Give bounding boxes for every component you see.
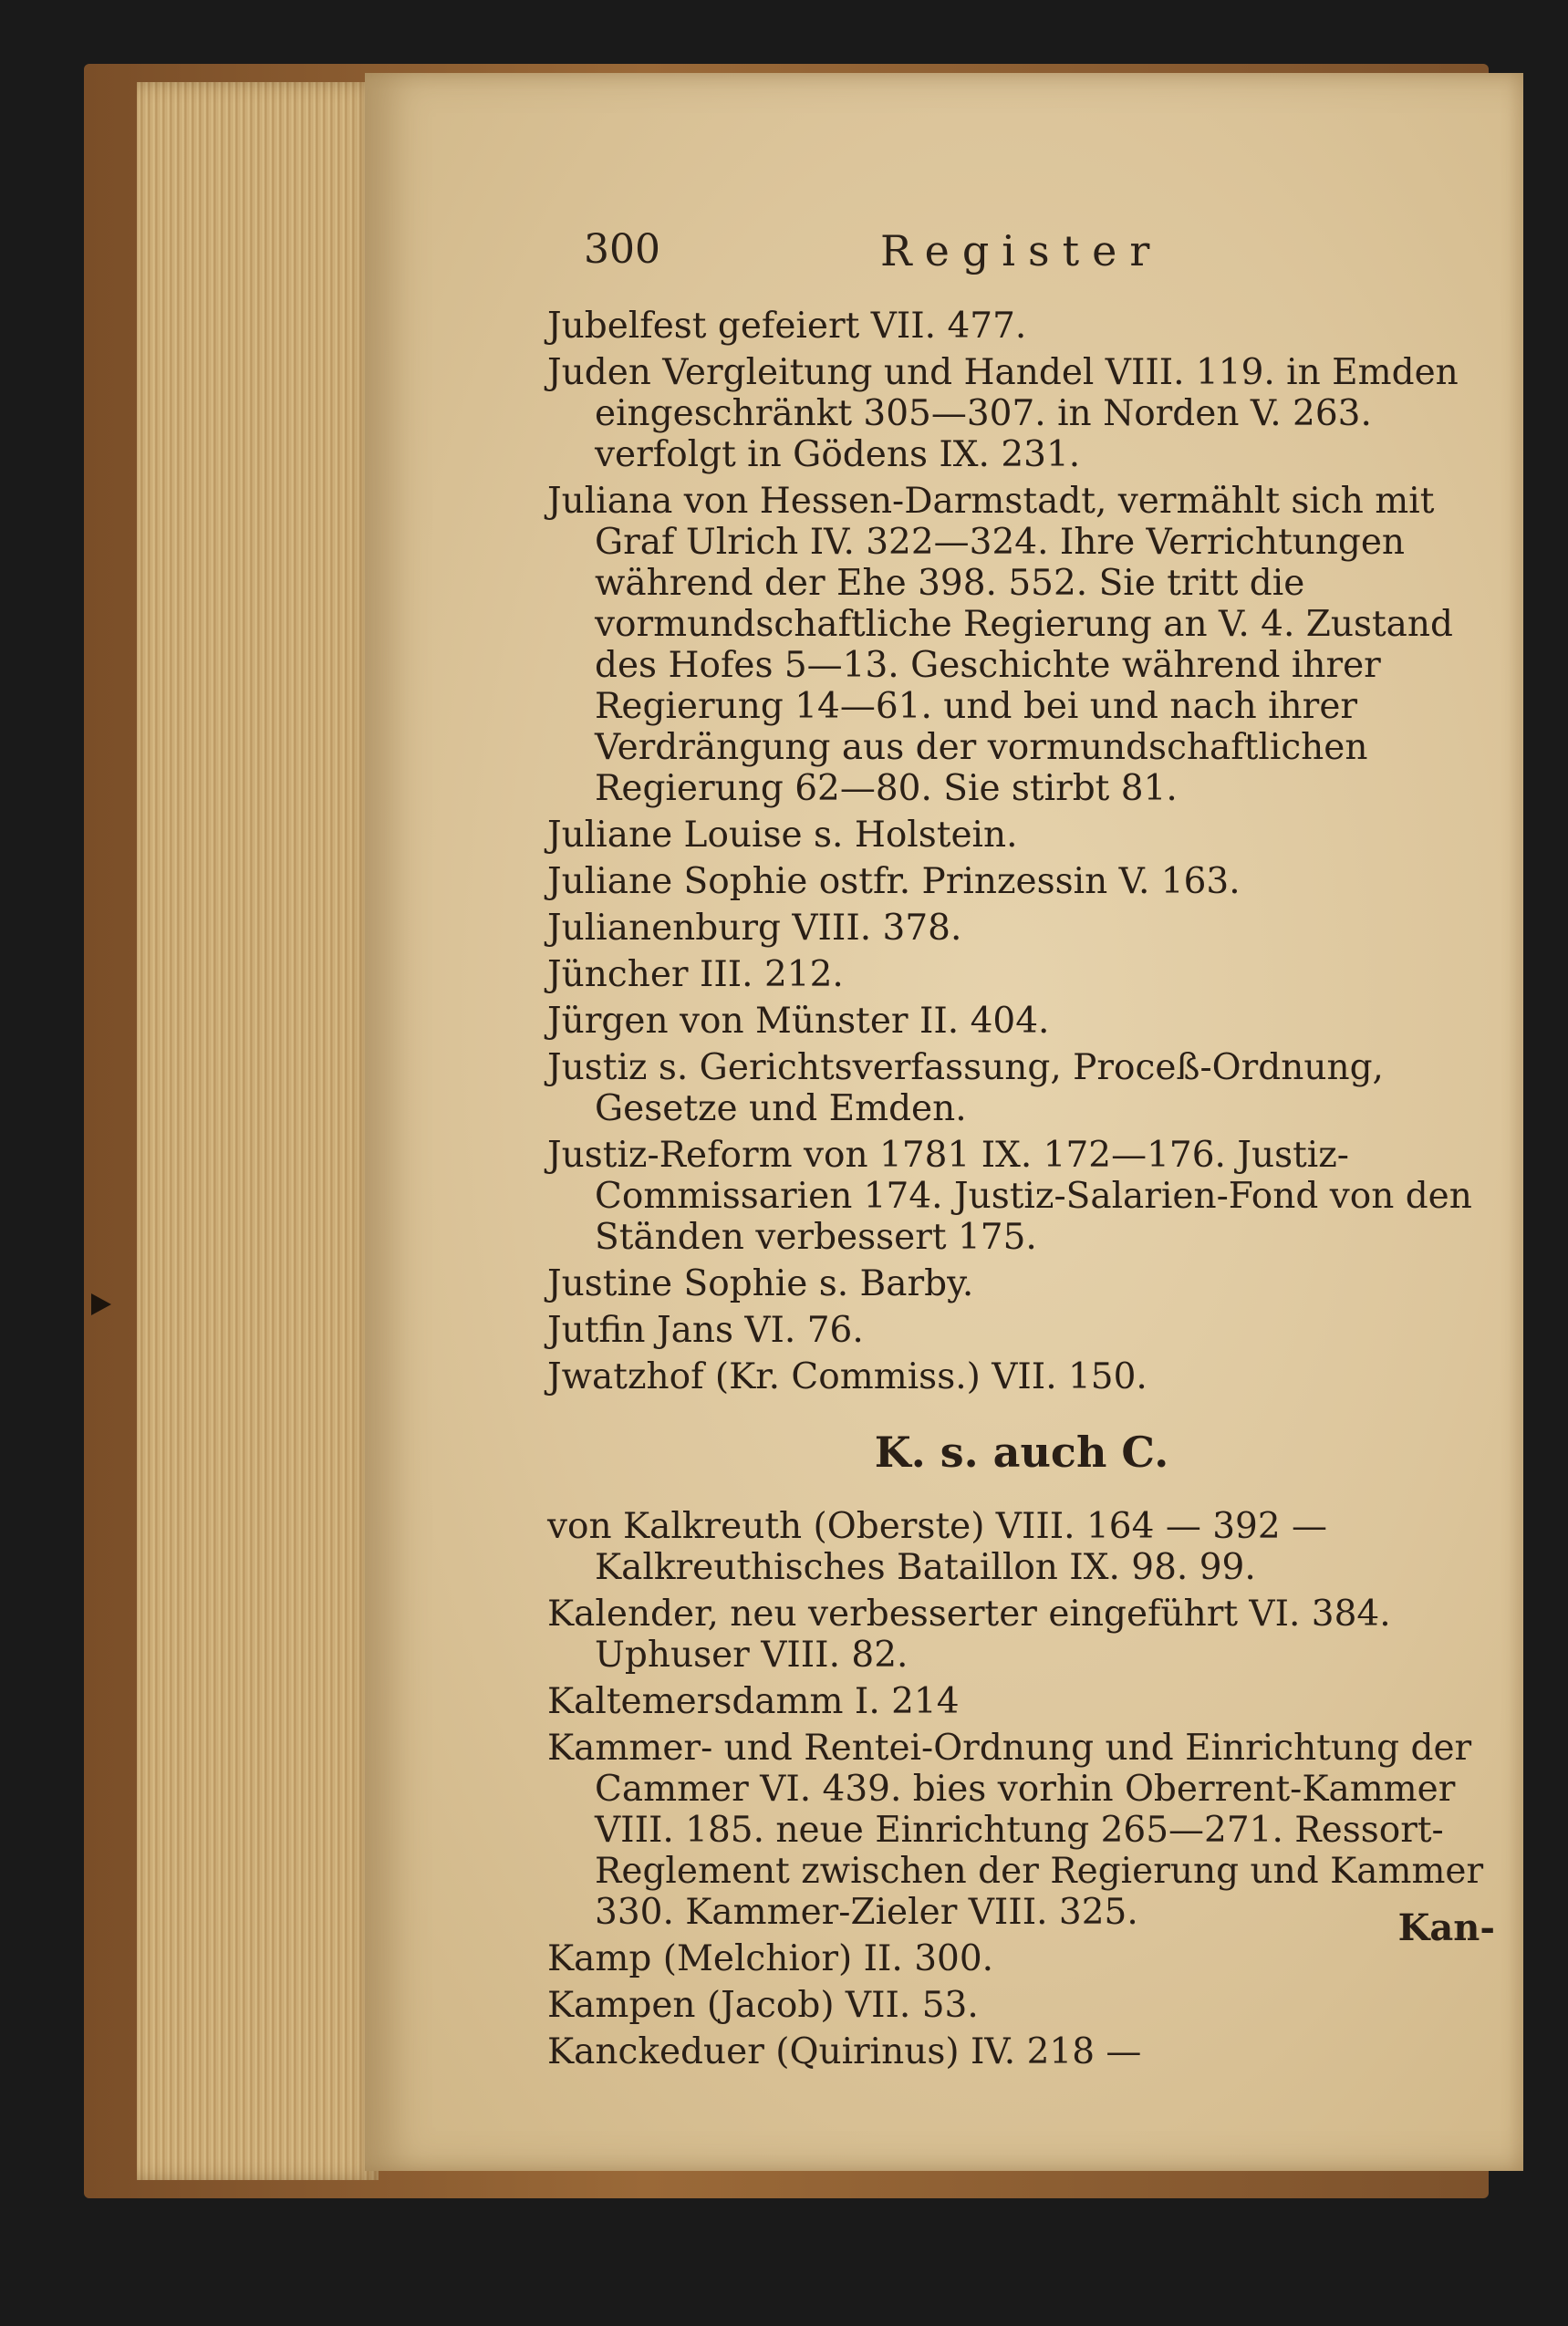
index-entry: Juden Vergleitung und Handel VIII. 119. in Emden eingeschränkt 305—307. in Norden V. 263. verfolgt in Gödens IX. 231.	[547, 352, 1459, 475]
index-entry: Jubelfest gefeiert VII. 477.	[547, 306, 1027, 347]
index-entry: Kanckeduer (Quirinus) IV. 218 —	[547, 2031, 1142, 2072]
running-head: Register	[880, 226, 1163, 275]
index-entry: Jüncher III. 212.	[547, 954, 844, 995]
index-entry: Juliane Sophie ostfr. Prinzessin V. 163.	[547, 861, 1241, 902]
index-entry: Juliane Louise s. Holstein.	[547, 815, 1018, 856]
index-entry: Kalender, neu verbesserter eingeführt VI. 384. Uphuser VIII. 82.	[547, 1594, 1391, 1676]
index-entry: Jwatzhof (Kr. Commiss.) VII. 150.	[547, 1356, 1147, 1397]
page-number: 300	[584, 226, 660, 273]
index-entry: von Kalkreuth (Oberste) VIII. 164 — 392 — Kalkreuthisches Bataillon IX. 98. 99.	[547, 1506, 1328, 1588]
page-edges	[137, 82, 379, 2180]
page-header	[584, 226, 1459, 281]
catchword: Kan-	[1397, 1906, 1495, 1949]
index-entry: Justiz-Reform von 1781 IX. 172—176. Justiz-Commissarien 174. Justiz-Salarien-Fond von den Ständen verbessert 175.	[547, 1135, 1472, 1258]
index-entry: Kaltemersdamm I. 214	[547, 1681, 960, 1722]
bookmark-arrow-icon	[91, 1293, 111, 1315]
index-entry: Kampen (Jacob) VII. 53.	[547, 1985, 979, 2026]
section-heading: K. s. auch C.	[874, 1428, 1169, 1477]
index-entry: Jutfin Jans VI. 76.	[547, 1310, 864, 1351]
register-text	[547, 306, 1496, 2078]
index-entry: Justiz s. Gerichtsverfassung, Proceß-Ordnung, Gesetze und Emden.	[547, 1047, 1384, 1129]
index-entry: Juliana von Hessen-Darmstadt, vermählt sich mit Graf Ulrich IV. 322—324. Ihre Verrichtungen während der Ehe 398. 552. Sie tritt die vormundschaftliche Regierung an V. 4. Zustand des Hofes 5—13. Geschichte während ihrer Regierung 14—61. und bei und nach ihrer Verdrängung aus der vormundschaftlichen Regierung 62—80. Sie stirbt 81.	[547, 481, 1454, 809]
index-entry: Justine Sophie s. Barby.	[547, 1263, 974, 1304]
index-entry: Kammer- und Rentei-Ordnung und Einrichtung der Cammer VI. 439. bies vorhin Oberrent-Kammer VIII. 185. neue Einrichtung 265—271. Ressort-Reglement zwischen der Regierung und Kammer 330. Kammer-Zieler VIII. 325.	[547, 1728, 1484, 1933]
index-entry: Jürgen von Münster II. 404.	[547, 1001, 1050, 1042]
index-entry: Kamp (Melchior) II. 300.	[547, 1938, 994, 1979]
index-entry: Julianenburg VIII. 378.	[547, 908, 962, 949]
